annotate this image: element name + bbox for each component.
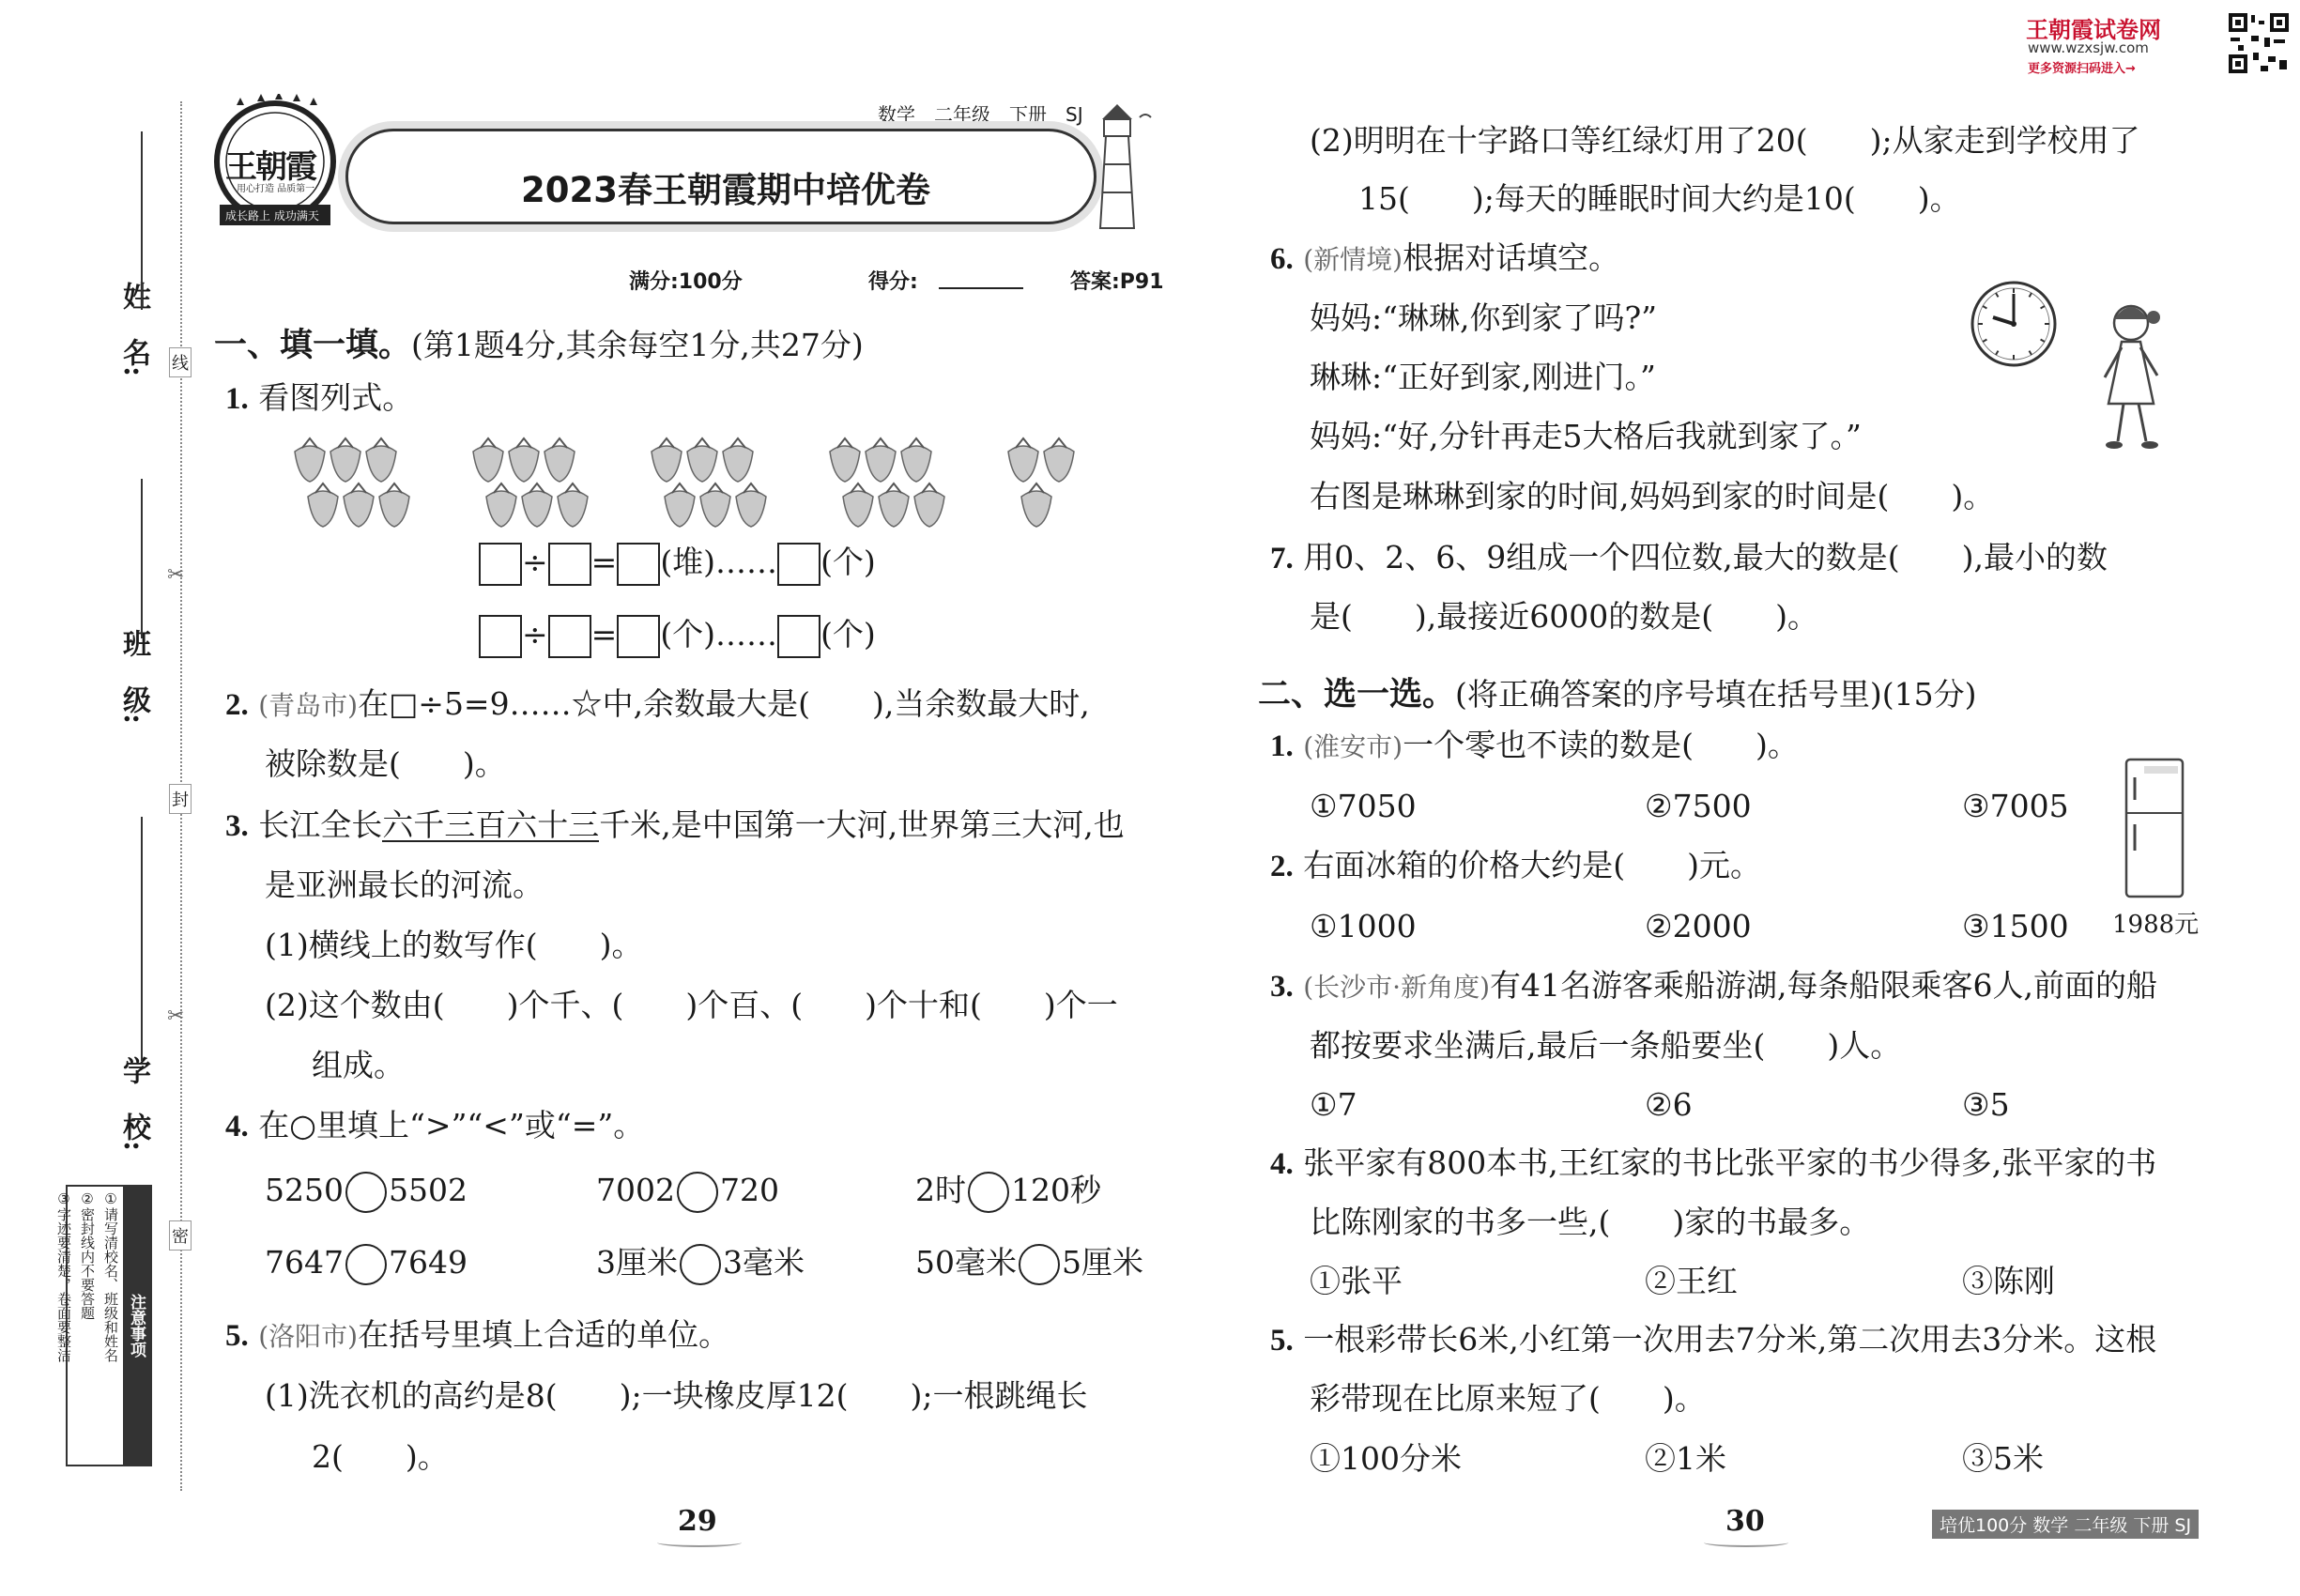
question-text: 在□÷5=9……☆中,余数最大是( ),当余数最大时, — [358, 685, 1090, 722]
answer-box[interactable] — [548, 543, 591, 586]
option[interactable]: ②王红 — [1645, 1263, 1738, 1299]
dialogue-line: 妈妈:“好,分针再走5大格后我就到家了。” — [1310, 418, 1862, 454]
question-text: 千米,是中国第一大河,世界第三大河,也 — [599, 806, 1125, 843]
question-text: 在○里填上“>”“<”或“=”。 — [258, 1107, 645, 1143]
compare-item — [915, 1172, 1101, 1213]
question-6 — [1270, 239, 1620, 276]
option[interactable]: ③1500 — [1962, 908, 2069, 944]
source-tag: (淮安市) — [1303, 731, 1403, 762]
cut-mark-2: 封 — [169, 784, 192, 814]
question-text: 在括号里填上合适的单位。 — [358, 1316, 730, 1353]
class-label: 班 级: — [117, 629, 150, 725]
logo-sub: 用心打造 品质第一 — [237, 184, 315, 194]
strawberry-icon — [1008, 438, 1038, 482]
compare-left: 5250 — [265, 1172, 344, 1208]
section-1-desc: (第1题4分,其余每空1分,共27分) — [411, 327, 864, 363]
question-text: 长江全长 — [258, 806, 383, 843]
section-2-heading — [1258, 668, 1977, 715]
question-text: 根据对话填空。 — [1403, 239, 1620, 276]
question-5-sub-1b: 2( )。 — [312, 1438, 449, 1475]
option[interactable]: ②7500 — [1645, 788, 1752, 824]
question-number: 5. — [1270, 1324, 1294, 1358]
division-row-1 — [479, 543, 876, 586]
compare-item — [596, 1172, 779, 1213]
source-tag: (青岛市) — [258, 690, 359, 721]
name-label: 姓 名: — [117, 282, 150, 377]
strawberry-icon — [914, 483, 944, 527]
question-number: 7. — [1270, 542, 1294, 575]
unit-label: (堆)…… — [660, 544, 778, 580]
strawberry-icon — [473, 438, 503, 482]
question-text: 用0、2、6、9组成一个四位数,最大的数是( ),最小的数 — [1303, 539, 2108, 575]
compare-right: 5厘米 — [1062, 1244, 1143, 1281]
compare-circle[interactable] — [1019, 1244, 1060, 1285]
question-number: 1. — [225, 382, 249, 416]
subject-line: 数学 二年级 下册 SJ — [878, 103, 1083, 126]
compare-item — [596, 1244, 805, 1285]
equals-sign: = — [590, 544, 618, 580]
section-1-heading — [214, 319, 864, 366]
binding-strip — [0, 0, 197, 1596]
clock-icon — [1970, 280, 2058, 368]
logo-badge — [208, 94, 342, 231]
question-6-ask: 右图是琳琳到家的时间,妈妈到家的时间是( )。 — [1310, 478, 1995, 514]
question-number: 2. — [1270, 850, 1294, 883]
score-field[interactable] — [939, 287, 1023, 289]
answer-box[interactable] — [548, 615, 591, 658]
question-text: 右面冰箱的价格大约是( )元。 — [1303, 847, 1761, 883]
choice-5-line-2: 彩带现在比原来短了( )。 — [1310, 1380, 1706, 1417]
strawberry-figure — [291, 437, 1117, 530]
question-4 — [225, 1107, 645, 1143]
question-text: 张平家有800本书,王红家的书比张平家的书少得多,张平家的书 — [1303, 1144, 2157, 1181]
choice-1 — [1270, 729, 1799, 762]
strawberry-icon — [736, 483, 766, 527]
page-number-right: 30 — [1725, 1505, 1765, 1538]
answer-box[interactable] — [617, 543, 660, 586]
strawberry-icon — [366, 438, 396, 482]
option[interactable]: ②2000 — [1645, 908, 1752, 944]
question-number: 4. — [225, 1110, 249, 1143]
option[interactable]: ③5 — [1962, 1086, 2010, 1123]
compare-left: 50毫米 — [915, 1244, 1017, 1281]
strawberry-icon — [665, 483, 695, 527]
unit-label: (个) — [820, 616, 876, 652]
cut-mark-3: 密 — [169, 1220, 192, 1251]
strawberry-icon — [558, 483, 588, 527]
underlined-number: 六千三百六十三 — [382, 806, 600, 843]
compare-right: 7649 — [388, 1244, 468, 1281]
cut-mark-1: 线 — [169, 347, 192, 377]
fridge-price: 1988元 — [2112, 911, 2200, 939]
question-1 — [225, 379, 414, 416]
question-number: 5. — [225, 1319, 249, 1353]
source-tag: (长沙市·新角度) — [1303, 972, 1490, 1003]
strawberry-icon — [544, 438, 575, 482]
compare-circle[interactable] — [677, 1172, 718, 1213]
source-tag: (新情境) — [1303, 244, 1403, 275]
option[interactable]: ②6 — [1645, 1086, 1693, 1123]
option[interactable]: ①1000 — [1310, 908, 1417, 944]
compare-circle[interactable] — [345, 1244, 387, 1285]
strawberry-icon — [1021, 483, 1051, 527]
question-3-sub-2: (2)这个数由( )个千、( )个百、( )个十和( )个一 — [265, 987, 1118, 1023]
question-number: 3. — [1270, 970, 1294, 1004]
answer-box[interactable] — [777, 543, 820, 586]
question-3-sub-1: (1)横线上的数写作( )。 — [265, 927, 643, 963]
strawberry-icon — [379, 483, 409, 527]
qr-code-icon[interactable] — [2227, 11, 2291, 75]
ornament-icon — [657, 1538, 742, 1547]
notice-title: 注意事项 — [123, 1187, 150, 1465]
strawberry-icon — [330, 438, 360, 482]
unit-label: (个) — [820, 544, 876, 580]
notice-1: ①请写清校名、班级和姓名 — [102, 1190, 119, 1362]
scissors-icon: ✂ — [167, 1005, 185, 1028]
strawberry-icon — [344, 483, 374, 527]
answer-box[interactable] — [777, 615, 820, 658]
notice-3: ③字迹要清楚，卷面要整洁 — [55, 1190, 72, 1362]
compare-left: 2时 — [915, 1172, 966, 1208]
strawberry-icon — [700, 483, 730, 527]
site-tip: 更多资源扫码进入→ — [2028, 62, 2136, 76]
compare-left: 7647 — [265, 1244, 344, 1281]
question-5-sub-2b: 15( );每天的睡眠时间大约是10( )。 — [1358, 180, 1961, 217]
strawberry-icon — [522, 483, 552, 527]
question-text: 一根彩带长6米,小红第一次用去7分米,第二次用去3分米。这根 — [1303, 1321, 2157, 1358]
strawberry-icon — [486, 483, 516, 527]
school-field[interactable] — [141, 817, 143, 1061]
compare-right: 720 — [719, 1172, 779, 1208]
option[interactable]: ③5米 — [1962, 1440, 2044, 1477]
site-name[interactable]: 王朝霞试卷网 — [2026, 17, 2161, 43]
full-score: 满分:100分 — [629, 270, 743, 294]
ornament-icon — [1704, 1538, 1788, 1547]
section-1-title: 一、填一填。 — [214, 326, 412, 364]
option[interactable]: ①张平 — [1310, 1263, 1403, 1299]
lighthouse-icon — [1080, 99, 1155, 230]
section-2-desc: (将正确答案的序号填在括号里)(15分) — [1455, 676, 1977, 713]
compare-item — [265, 1172, 468, 1213]
option[interactable]: ③陈刚 — [1962, 1263, 2055, 1299]
unit-label: (个)…… — [660, 616, 778, 652]
answer-box[interactable] — [617, 615, 660, 658]
site-url[interactable]: www.wzxsjw.com — [2028, 39, 2149, 56]
question-3-sub-2b: 组成。 — [312, 1047, 405, 1083]
equals-sign: = — [590, 616, 618, 652]
dialogue-line: 妈妈:“琳琳,你到家了吗?” — [1310, 299, 1658, 336]
question-number: 6. — [1270, 242, 1294, 276]
strawberry-icon — [901, 438, 931, 482]
section-2-title: 二、选一选。 — [1258, 675, 1456, 714]
strawberry-icon — [308, 483, 338, 527]
footer-tag: 培优100分 数学 二年级 下册 SJ — [1932, 1510, 2199, 1539]
question-text: 有41名游客乘船游湖,每条船限乘客6人,前面的船 — [1490, 967, 2157, 1004]
option[interactable]: ①7 — [1310, 1086, 1357, 1123]
question-number: 2. — [225, 688, 249, 722]
answer-box[interactable] — [479, 615, 522, 658]
option[interactable]: ①7050 — [1310, 788, 1417, 824]
strawberry-icon — [843, 483, 873, 527]
strawberry-icon — [723, 438, 753, 482]
option[interactable]: ②1米 — [1645, 1440, 1726, 1477]
choice-4-line-2: 比陈刚家的书多一些,( )家的书最多。 — [1310, 1204, 1871, 1240]
strawberry-icon — [830, 438, 860, 482]
compare-item — [915, 1244, 1143, 1285]
strawberry-icon — [295, 438, 325, 482]
strawberry-icon — [1044, 438, 1074, 482]
notice-2: ②密封线内不要答题 — [79, 1190, 96, 1320]
compare-right: 3毫米 — [723, 1244, 805, 1281]
question-5 — [225, 1316, 730, 1353]
strawberry-icon — [879, 483, 909, 527]
answer-ref: 答案:P91 — [1070, 270, 1164, 294]
option[interactable]: ③7005 — [1962, 788, 2069, 824]
page-title: 2023春王朝霞期中培优卷 — [521, 170, 930, 210]
compare-item — [265, 1244, 468, 1285]
source-tag: (洛阳市) — [258, 1321, 359, 1352]
choice-3-line-2: 都按要求坐满后,最后一条船要坐( )人。 — [1310, 1027, 1902, 1064]
division-row-2 — [479, 615, 876, 658]
question-number: 4. — [1270, 1147, 1294, 1181]
girl-illustration — [2084, 299, 2178, 456]
logo-band: 成长路上 成功满天 — [225, 209, 319, 223]
name-field[interactable] — [141, 131, 143, 310]
class-field[interactable] — [141, 479, 143, 638]
compare-left: 7002 — [596, 1172, 675, 1208]
logo-text: 王朝霞 — [225, 148, 315, 186]
strawberry-icon — [509, 438, 539, 482]
compare-right: 5502 — [388, 1172, 468, 1208]
notice-box — [55, 1185, 152, 1466]
choice-3 — [1270, 967, 2157, 1004]
divide-sign: ÷ — [522, 616, 548, 652]
question-3-line-2: 是亚洲最长的河流。 — [265, 867, 544, 903]
compare-right: 120秒 — [1011, 1172, 1101, 1208]
answer-box[interactable] — [479, 543, 522, 586]
question-text: 一个零也不读的数是( )。 — [1403, 727, 1799, 763]
question-number: 3. — [225, 809, 249, 843]
choice-4 — [1270, 1144, 2157, 1181]
choice-2 — [1270, 847, 1761, 883]
question-3 — [225, 806, 1125, 843]
question-2-line-2: 被除数是( )。 — [265, 745, 506, 782]
question-5-sub-1: (1)洗衣机的高约是8( );一块橡皮厚12( );一根跳绳长 — [265, 1377, 1088, 1414]
compare-circle[interactable] — [345, 1172, 387, 1213]
question-2 — [225, 685, 1090, 722]
strawberry-icon — [652, 438, 682, 482]
option[interactable]: ①100分米 — [1310, 1440, 1462, 1477]
compare-circle[interactable] — [968, 1172, 1009, 1213]
question-text: 看图列式。 — [258, 379, 414, 416]
school-label: 学 校: — [117, 1056, 150, 1152]
strawberry-icon — [687, 438, 717, 482]
scissors-icon: ✂ — [167, 563, 185, 587]
divide-sign: ÷ — [522, 544, 548, 580]
dialogue-line: 琳琳:“正好到家,刚进门。” — [1310, 359, 1656, 395]
score-label: 得分: — [868, 270, 918, 294]
question-number: 1. — [1270, 729, 1294, 763]
choice-5 — [1270, 1321, 2157, 1358]
fridge-icon — [2124, 757, 2185, 899]
question-7 — [1270, 539, 2108, 575]
question-5-sub-2: (2)明明在十字路口等红绿灯用了20( );从家走到学校用了 — [1310, 122, 2140, 159]
strawberry-icon — [866, 438, 896, 482]
page-number-left: 29 — [678, 1505, 717, 1538]
compare-left: 3厘米 — [596, 1244, 678, 1281]
question-7-line-2: 是( ),最接近6000的数是( )。 — [1310, 598, 1818, 635]
compare-circle[interactable] — [680, 1244, 721, 1285]
